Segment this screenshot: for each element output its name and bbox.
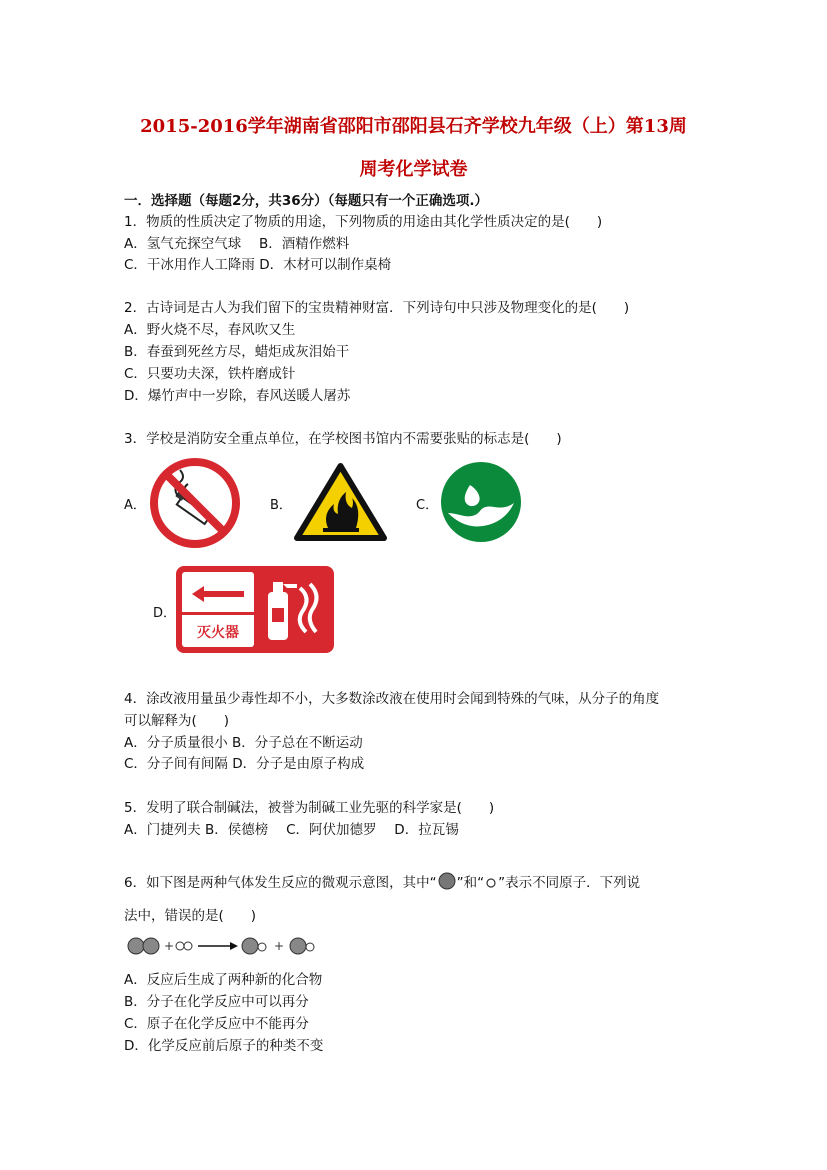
extinguisher-label: 灭火器 (197, 625, 239, 641)
q2-option-d: D．爆竹声中一岁除，春风送暖人屠苏 (124, 388, 351, 404)
no-smoking-sign-icon (148, 456, 242, 550)
sign-divider (182, 612, 254, 615)
q6-option-c: C．原子在化学反应中不能再分 (124, 1016, 309, 1032)
q6-stem-line-2: 法中，错误的是( ) (124, 908, 257, 924)
q4-options-cd: C．分子间有间隔 D．分子是由原子构成 (124, 756, 365, 772)
q3-label-a: A． (124, 498, 146, 513)
q1-options-cd: C．干冰用作人工降雨 D．木材可以制作桌椅 (124, 257, 392, 273)
q6-option-b: B．分子在化学反应中可以再分 (124, 994, 309, 1010)
q2-option-a: A．野火烧不尽，春风吹又生 (124, 322, 296, 338)
svg-text:+: + (164, 939, 175, 953)
small-atom-icon (484, 872, 498, 890)
q6-stem-part-3: ”表示不同原子．下列说 (498, 875, 641, 891)
large-atom-icon (437, 872, 457, 890)
q4-stem-line-1: 4．涂改液用量虽少毒性却不小，大多数涂改液在使用时会闻到特殊的气味，从分子的角度 (124, 691, 660, 707)
q6-stem-line-1 (124, 871, 640, 891)
water-saving-sign-icon (440, 461, 522, 543)
q6-option-a: A．反应后生成了两种新的化合物 (124, 972, 323, 988)
q2-option-b: B．春蚕到死丝方尽，蜡炬成灰泪始干 (124, 344, 350, 360)
q5-stem: 5．发明了联合制碱法，被誉为制碱工业先驱的科学家是( ) (124, 800, 495, 816)
q3-stem: 3．学校是消防安全重点单位，在学校图书馆内不需要张贴的标志是( ) (124, 431, 562, 447)
title-line-1: 2015-2016学年湖南省邵阳市邵阳县石齐学校九年级（上）第13周 (140, 116, 687, 137)
q3-label-d: D． (153, 606, 177, 621)
q5-options: A．门捷列夫 B．侯德榜 C．阿伏加德罗 D．拉瓦锡 (124, 822, 459, 838)
q3-label-c: C． (416, 498, 439, 513)
q4-options-ab: A．分子质量很小 B．分子总在不断运动 (124, 735, 363, 751)
reaction-diagram (126, 934, 326, 958)
fire-extinguisher-sign (176, 566, 334, 653)
q6-stem-part-1: 6．如下图是两种气体发生反应的微观示意图，其中“ (124, 875, 437, 891)
section-heading: 一．选择题（每题2分，共36分）（每题只有一个正确选项.） (124, 193, 489, 209)
q6-option-d: D．化学反应前后原子的种类不变 (124, 1038, 324, 1054)
left-arrow-icon (182, 576, 254, 612)
q2-option-c: C．只要功夫深，铁杵磨成针 (124, 366, 296, 382)
q6-stem-part-2: ”和“ (456, 875, 485, 891)
q1-stem: 1．物质的性质决定了物质的用途，下列物质的用途由其化学性质决定的是( ) (124, 214, 603, 230)
q3-label-b: B． (270, 498, 292, 513)
q1-options-ab: A．氢气充探空气球 B．酒精作燃料 (124, 236, 350, 252)
q2-stem: 2．古诗词是古人为我们留下的宝贵精神财富．下列诗句中只涉及物理变化的是( ) (124, 300, 630, 316)
fire-extinguisher-icon (258, 570, 328, 648)
svg-text:+: + (274, 939, 285, 953)
sign-arrow-panel (182, 572, 254, 647)
flammable-warning-sign-icon (293, 462, 388, 542)
q4-stem-line-2: 可以解释为( ) (124, 713, 230, 729)
title-line-2: 周考化学试卷 (359, 159, 468, 180)
